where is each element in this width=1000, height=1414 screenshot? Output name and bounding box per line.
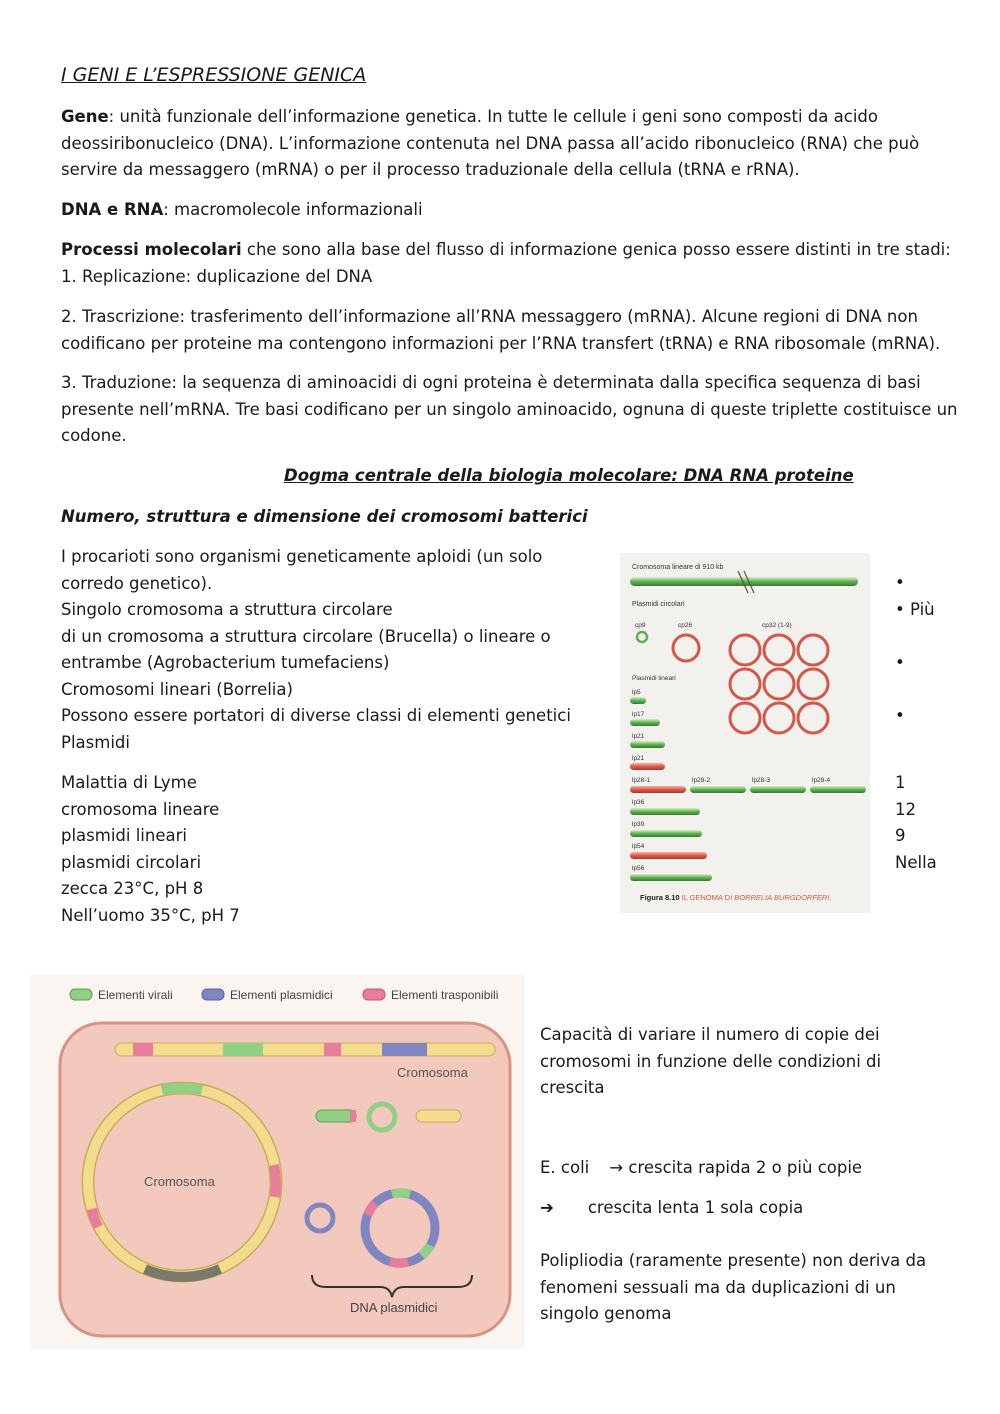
- fast-growth: crescita rapida 2 o più copie: [628, 1158, 863, 1177]
- step-3-line: 3. Traduzione: la sequenza di aminoacidi di ogni proteina è determinata dalla specifica sequenza di basi: [61, 373, 921, 392]
- viral-segment: [223, 1043, 263, 1056]
- step-2-line: 2. Trascrizione: trasferimento dell’informazione all’RNA messaggero (mRNA). Alcune regioni di DNA non: [61, 307, 918, 326]
- plasmid-lp17: [630, 719, 660, 726]
- transposon-segment: [133, 1043, 153, 1056]
- right-numbers: [895, 770, 937, 876]
- legend-plasmid: Elementi plasmidici: [230, 988, 333, 1002]
- dogma-heading: Dogma centrale della biologia molecolare: DNA RNA proteine: [284, 466, 854, 485]
- plasmid-lp39: [630, 830, 702, 837]
- legend-transpos-swatch: [363, 989, 385, 1000]
- label-lp56: lp56: [632, 865, 645, 872]
- lyme-text: [61, 770, 361, 929]
- dna-rna-line: [61, 197, 423, 224]
- legend-viral: Elementi virali: [98, 988, 173, 1002]
- caption-end: .: [829, 893, 832, 902]
- label-lp28-3: lp28-3: [752, 777, 771, 784]
- step-3-line: codone.: [61, 426, 127, 445]
- plasmid-lp28-4: [810, 786, 866, 793]
- polyploidy-text: [540, 1248, 960, 1328]
- text-line: Nella: [895, 852, 937, 872]
- bullet: •: [895, 573, 905, 592]
- plasmid-lp54: [630, 852, 707, 859]
- text-line: Capacità di variare il numero di copie dei: [540, 1025, 880, 1044]
- text-line: entrambe (Agrobacterium tumefaciens): [61, 653, 390, 672]
- step-2-line: codificano per proteine ma contengono informazioni per l’RNA transfert (tRNA) e RNA ribosomale (mRNA).: [61, 333, 941, 353]
- legend-plasmid-swatch: [202, 989, 224, 1000]
- label-lp36: lp36: [632, 799, 645, 806]
- dna-rna-text: : macromolecole informazionali: [163, 200, 423, 219]
- dna-rna-term: DNA e RNA: [61, 200, 164, 219]
- text-line: fenomeni sessuali ma da duplicazioni di un: [540, 1277, 896, 1297]
- arrow-icon: ➔: [540, 1198, 554, 1217]
- transposon-segment: [350, 1110, 356, 1122]
- label-lp21: lp21: [632, 733, 645, 740]
- borrelia-genome-figure: [620, 553, 870, 913]
- bullet: • Più: [895, 600, 935, 619]
- text-line: plasmidi circolari: [61, 852, 202, 872]
- caption-text: IL GENOMA DI: [681, 893, 735, 902]
- label-lp17: lp17: [632, 711, 645, 718]
- text-line: 1: [895, 773, 906, 792]
- step-1: 1. Replicazione: duplicazione del DNA: [61, 266, 373, 286]
- gene-line: : unità funzionale dell’informazione genetica. In tutte le cellule i geni sono composti da acido: [108, 107, 878, 126]
- legend-transpos: Elementi trasponibili: [391, 988, 499, 1002]
- step-2: [61, 304, 961, 357]
- text-line: crescita: [540, 1078, 605, 1097]
- text-line: 9: [895, 826, 906, 845]
- viral-segment: [392, 1193, 410, 1194]
- step-3: [61, 370, 961, 450]
- processi-paragraph: [61, 237, 961, 290]
- plasmid-lp5: [630, 697, 646, 704]
- transposon-segment: [390, 1262, 408, 1263]
- label-lp5: lp5: [632, 689, 641, 696]
- text-line: Polipliodia (raramente presente) non deriva da: [540, 1251, 927, 1270]
- slow-growth: crescita lenta 1 sola copia: [587, 1198, 804, 1217]
- text-line: 12: [895, 799, 916, 819]
- ecoli-line: [540, 1155, 862, 1182]
- plasmid-lp21b: [630, 763, 665, 770]
- caption-prefix: Figura 8.10: [640, 893, 680, 902]
- text-line: Cromosomi lineari (Borrelia): [61, 679, 293, 699]
- label-lp54: lp54: [632, 843, 645, 850]
- copy-number-text: [540, 1022, 960, 1102]
- section-title: Numero, struttura e dimensione dei cromosomi batterici: [61, 507, 588, 526]
- text-line: Possono essere portatori di diverse classi di elementi genetici: [61, 706, 571, 725]
- transposon-segment: [274, 1165, 276, 1197]
- processi-term: Processi molecolari: [61, 240, 242, 259]
- ecoli-label: E. coli: [540, 1158, 590, 1177]
- arrow-icon: →: [609, 1158, 624, 1177]
- label-lp28-4: lp28-4: [812, 777, 831, 784]
- text-line: cromosomi in funzione delle condizioni di: [540, 1051, 882, 1071]
- plasmid-label: DNA plasmidici: [350, 1300, 438, 1315]
- transposon-segment: [92, 1209, 98, 1227]
- caption-species: BORRELIA BURGDORFERI: [734, 893, 830, 902]
- text-line: plasmidi lineari: [61, 826, 187, 845]
- text-line: di un cromosoma a struttura circolare (Brucella) o lineare o: [61, 626, 551, 646]
- label-cp9: cp9: [635, 622, 646, 629]
- linear-chromosome: [115, 1043, 495, 1056]
- step-3-line: presente nell’mRNA. Tre basi codificano per un singolo aminoacido, ognuna di queste triplette costituisce un: [61, 399, 958, 419]
- label-lp21b: lp21: [632, 755, 645, 762]
- linear-chromosome-label: Cromosoma: [397, 1065, 468, 1080]
- text-line: Plasmidi: [61, 732, 130, 752]
- label-lp39: lp39: [632, 821, 645, 828]
- linear-plasmid: [416, 1110, 461, 1122]
- prokaryote-text: [61, 544, 581, 756]
- gene-line: servire da messaggero (mRNA) o per il processo traduzionale della cellula (tRNA e rRNA).: [61, 160, 800, 179]
- label-chromosome: Cromosoma lineare di 910 kb: [632, 564, 724, 571]
- bullet: •: [895, 706, 905, 725]
- legend-viral-swatch: [70, 989, 92, 1000]
- gene-line: deossiribonucleico (DNA). L’informazione contenuta nel DNA passa all’acido ribonucleico (RNA) che può: [61, 133, 920, 153]
- label-lp28-2: lp28-2: [692, 777, 711, 784]
- plasmid-lp56: [630, 874, 712, 881]
- figure-caption: [640, 893, 832, 902]
- viral-segment: [162, 1088, 202, 1090]
- label-linear: Plasmidi lineari: [632, 675, 676, 682]
- label-lp28-1: lp28-1: [632, 777, 651, 784]
- text-line: Malattia di Lyme: [61, 773, 197, 792]
- circular-chromosome-label: Cromosoma: [144, 1174, 215, 1189]
- processi-text: che sono alla base del flusso di informazione genica posso essere distinti in tre stadi:: [241, 240, 951, 259]
- text-line: cromosoma lineare: [61, 799, 220, 819]
- transposon-segment: [324, 1043, 341, 1056]
- text-line: singolo genoma: [540, 1304, 672, 1323]
- text-line: I procarioti sono organismi geneticamente aploidi (un solo: [61, 547, 543, 566]
- text-line: zecca 23°C, pH 8: [61, 879, 204, 898]
- gene-paragraph: [61, 104, 961, 184]
- slow-line: [540, 1195, 803, 1222]
- text-line: Nell’uomo 35°C, pH 7: [61, 905, 240, 925]
- label-cp26: cp26: [678, 622, 693, 629]
- plasmid-lp28-1: [630, 786, 686, 793]
- plasmid-lp36: [630, 808, 700, 815]
- text-line: corredo genetico).: [61, 573, 213, 593]
- bacterial-cell-figure: [30, 975, 525, 1350]
- text-line: Singolo cromosoma a struttura circolare: [61, 600, 393, 619]
- label-circular: Plasmidi circolari: [632, 601, 685, 608]
- plasmid-lp28-3: [750, 786, 806, 793]
- plasmid-segment: [382, 1043, 427, 1056]
- page-title: I GENI E L’ESPRESSIONE GENICA: [61, 64, 367, 86]
- gene-term: Gene: [61, 107, 109, 126]
- plasmid-lp28-2: [690, 786, 746, 793]
- label-cp32: cp32 (1-9): [762, 622, 792, 629]
- bullet: •: [895, 653, 905, 672]
- plasmid-lp21: [630, 741, 665, 748]
